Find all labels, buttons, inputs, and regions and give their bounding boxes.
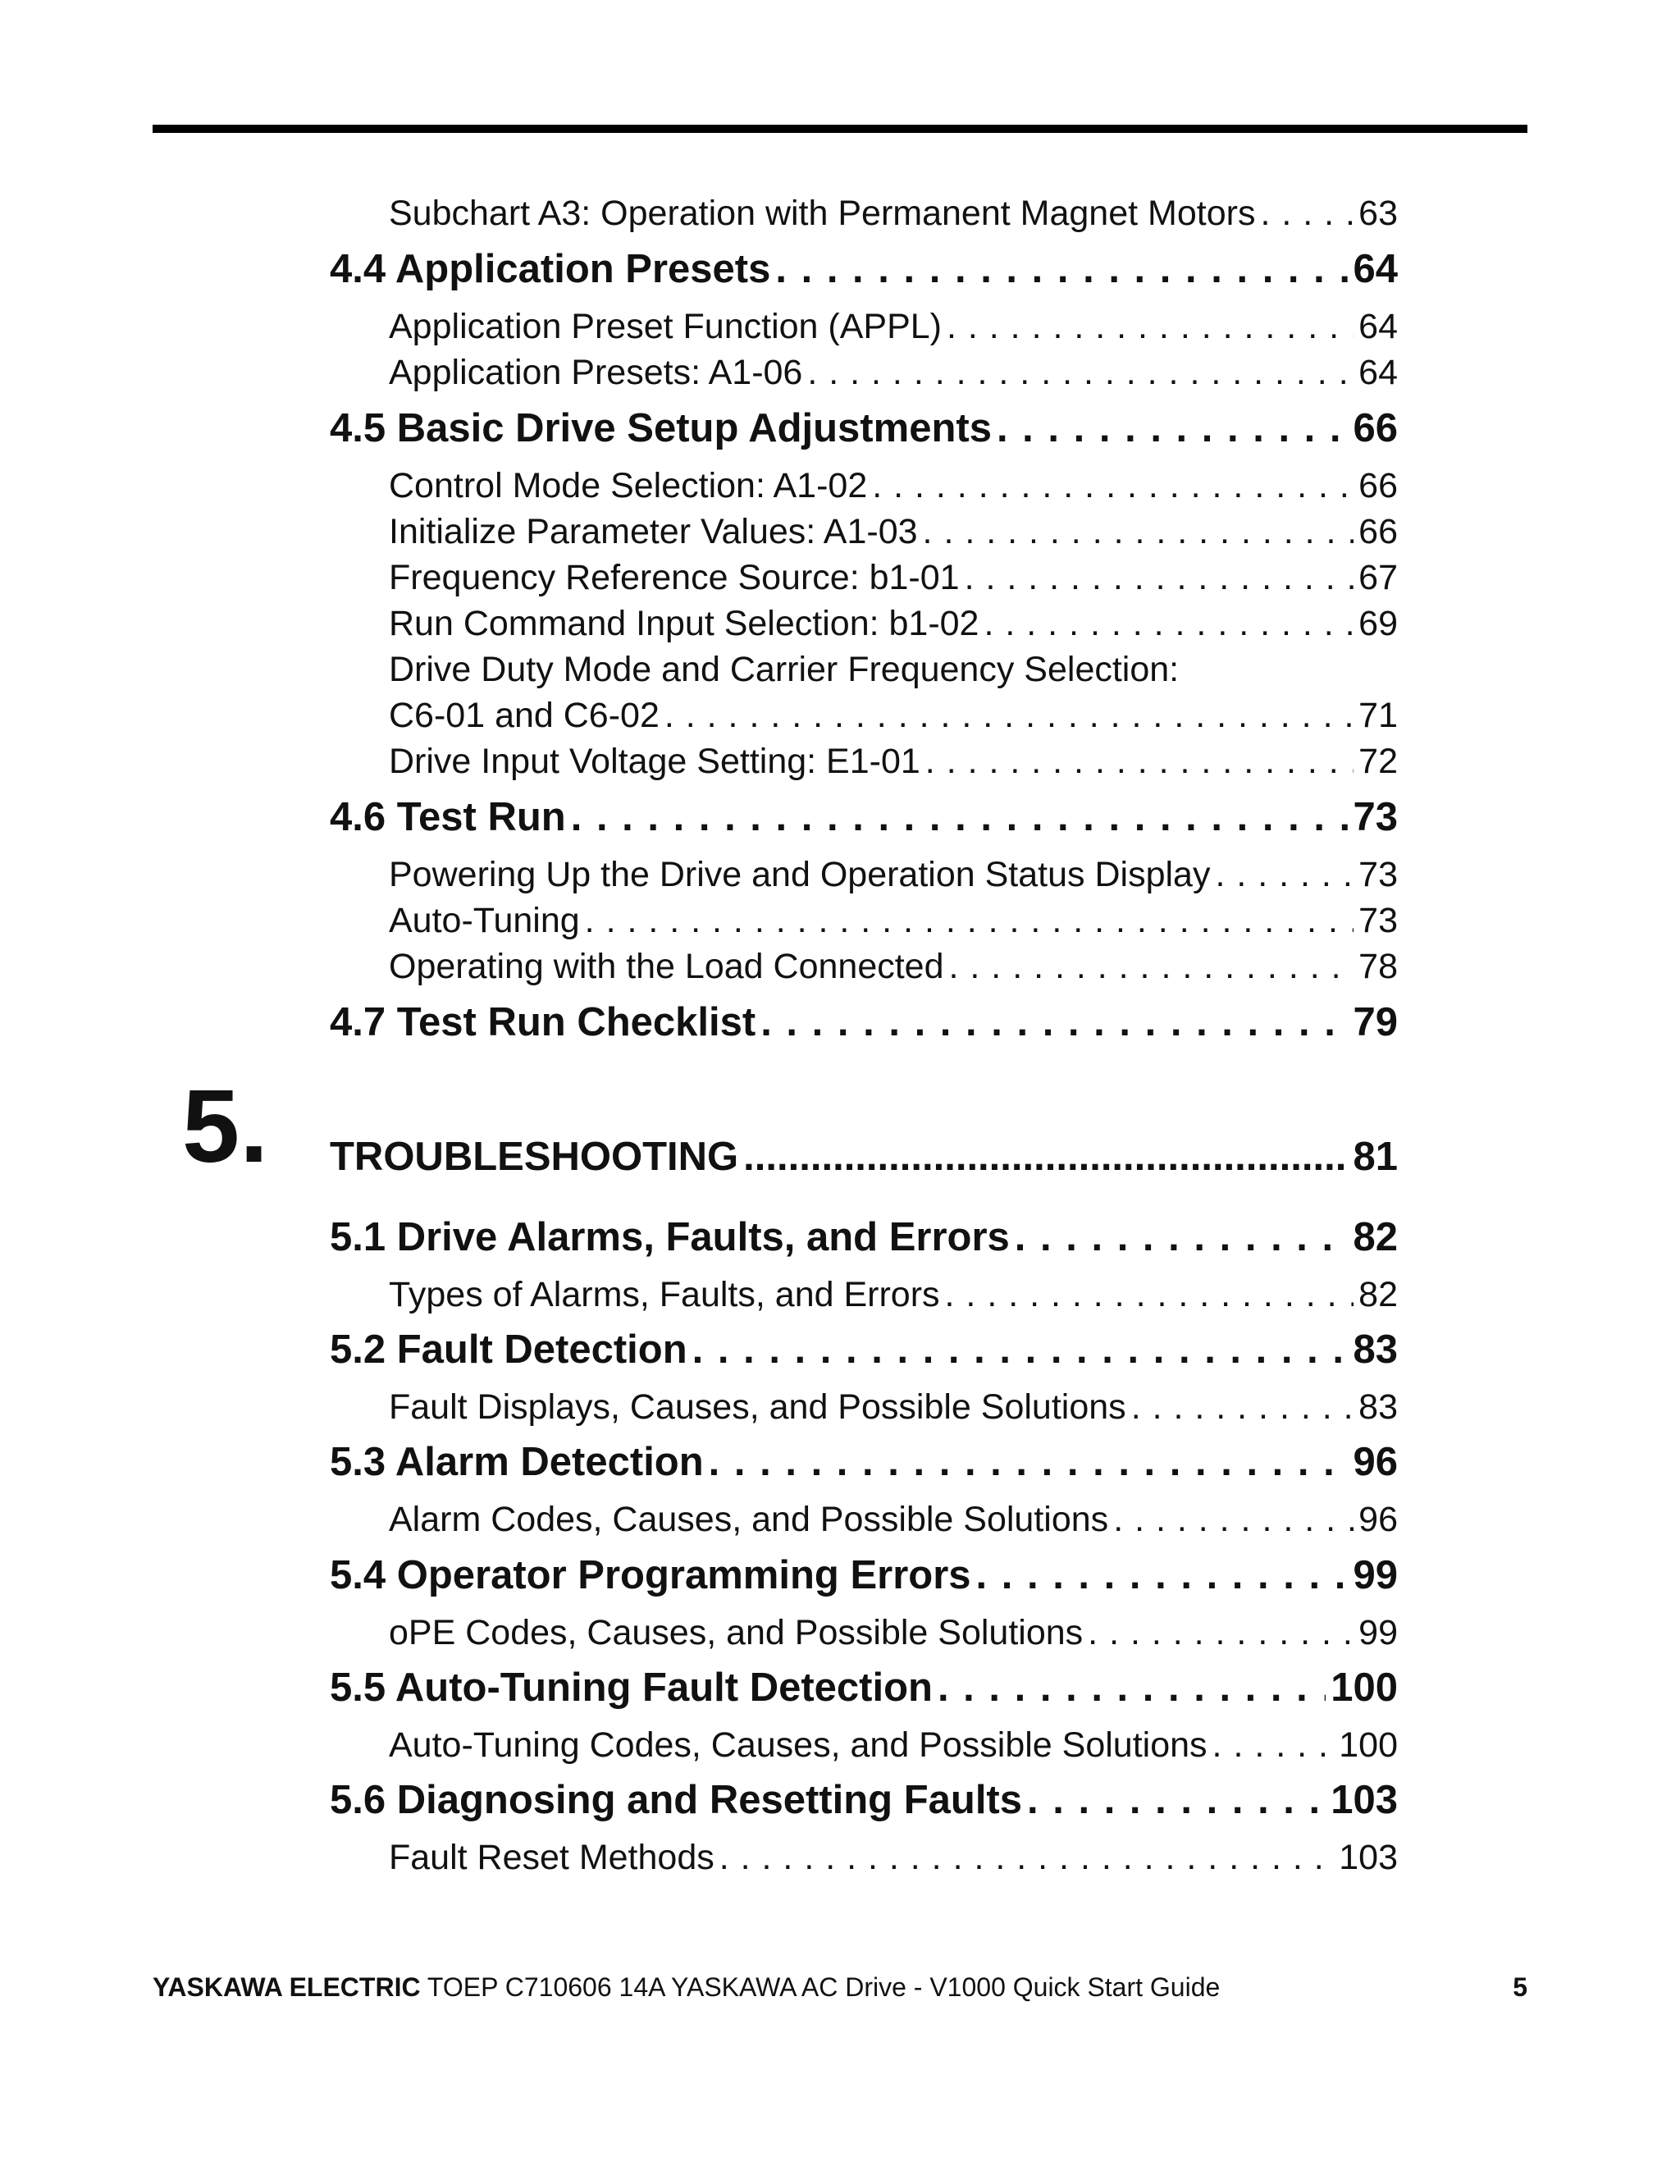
toc-entry-ope-codes[interactable] <box>389 1613 1398 1653</box>
dot-leader <box>775 246 1348 292</box>
toc-entry-title: Initialize Parameter Values: A1-03 <box>389 512 918 551</box>
toc-page-number: 66 <box>1353 406 1398 450</box>
toc-page-number: 96 <box>1358 1500 1398 1539</box>
page-footer <box>153 1972 1527 2003</box>
dot-leader <box>1131 1387 1354 1428</box>
dot-leader <box>925 742 1354 782</box>
toc-entry-run-command-input-selection[interactable] <box>389 604 1398 644</box>
toc-entry-title: Application Presets: A1-06 <box>389 353 803 392</box>
toc-section-title: 4.5 Basic Drive Setup Adjustments <box>330 406 992 450</box>
toc-chapter-troubleshooting[interactable] <box>330 1134 1398 1180</box>
dot-leader <box>1027 1777 1326 1823</box>
dot-leader <box>923 512 1354 552</box>
toc-entry-application-presets-a1-06[interactable] <box>389 353 1398 393</box>
dot-leader <box>719 1838 1335 1878</box>
toc-page-number: 103 <box>1331 1778 1398 1822</box>
toc-page-number: 67 <box>1358 558 1398 597</box>
toc-entry-title: Fault Reset Methods <box>389 1838 714 1877</box>
toc-page-number: 96 <box>1353 1440 1398 1484</box>
toc-entry-operating-with-load[interactable] <box>389 947 1398 987</box>
toc-chapter-title: TROUBLESHOOTING <box>330 1135 739 1179</box>
toc-section-title: 5.3 Alarm Detection <box>330 1440 704 1484</box>
dot-leader <box>760 999 1348 1045</box>
toc-page-number: 99 <box>1353 1553 1398 1597</box>
chapter-number: 5. <box>182 1068 269 1184</box>
toc-page-number: 69 <box>1358 604 1398 643</box>
toc-section-title: 4.6 Test Run <box>330 795 566 839</box>
toc-section-title: 5.5 Auto-Tuning Fault Detection <box>330 1665 933 1710</box>
dot-leader <box>1015 1214 1349 1260</box>
toc-page-number: 83 <box>1358 1387 1398 1427</box>
toc-section-5-6[interactable] <box>330 1777 1398 1823</box>
toc-section-5-5[interactable] <box>330 1665 1398 1711</box>
toc-section-title: 5.4 Operator Programming Errors <box>330 1553 971 1597</box>
toc-entry-title: C6-01 and C6-02 <box>389 696 660 735</box>
toc-page-number: 81 <box>1353 1135 1398 1179</box>
toc-page-number: 66 <box>1358 466 1398 505</box>
dot-leader <box>947 307 1354 347</box>
toc-section-title: 5.6 Diagnosing and Resetting Faults <box>330 1778 1023 1822</box>
toc-page-number: 99 <box>1358 1613 1398 1652</box>
dot-leader <box>692 1327 1349 1373</box>
toc-entry-initialize-parameter-values[interactable] <box>389 512 1398 552</box>
dot-leader <box>1215 855 1354 895</box>
dot-leader <box>997 405 1349 451</box>
toc-section-5-3[interactable] <box>330 1439 1398 1485</box>
dot-leader <box>1088 1613 1354 1653</box>
toc-entry-powering-up-the-drive[interactable] <box>389 855 1398 895</box>
toc-entry-title: Alarm Codes, Causes, and Possible Solutions <box>389 1500 1109 1539</box>
toc-section-5-1[interactable] <box>330 1214 1398 1260</box>
footer-page-number: 5 <box>1513 1972 1527 2002</box>
toc-entry-drive-duty-mode-line1[interactable]: Drive Duty Mode and Carrier Frequency Selection: <box>389 650 1180 689</box>
toc-entry-title: Subchart A3: Operation with Permanent Magnet Motors <box>389 194 1256 233</box>
toc-entry-subchart-a3[interactable] <box>389 194 1398 234</box>
toc-entry-title: Auto-Tuning Codes, Causes, and Possible Solutions <box>389 1725 1208 1765</box>
toc-entry-application-preset-function[interactable] <box>389 307 1398 347</box>
dot-leader <box>984 604 1354 644</box>
toc-page-number: 78 <box>1358 947 1398 986</box>
dot-leader <box>807 353 1354 393</box>
dot-leader <box>585 901 1354 941</box>
toc-page-number: 64 <box>1358 307 1398 346</box>
toc-entry-control-mode-selection[interactable] <box>389 466 1398 506</box>
toc-page-number: 103 <box>1339 1838 1398 1877</box>
toc-section-4-7[interactable] <box>330 999 1398 1045</box>
toc-section-title: 4.7 Test Run Checklist <box>330 1000 756 1044</box>
toc-page-number: 63 <box>1358 194 1398 233</box>
toc-page-number: 100 <box>1331 1665 1398 1710</box>
toc-entry-title: Types of Alarms, Faults, and Errors <box>389 1275 940 1314</box>
dot-leader <box>1260 194 1354 234</box>
dot-leader <box>945 1275 1354 1315</box>
toc-page-number: 66 <box>1358 512 1398 551</box>
footer-doc-title: TOEP C710606 14A YASKAWA AC Drive - V1000 Quick Start Guide <box>427 1972 1221 2002</box>
toc-section-title: 4.4 Application Presets <box>330 247 771 291</box>
toc-entry-fault-displays[interactable] <box>389 1387 1398 1428</box>
dot-leader <box>1113 1500 1354 1540</box>
toc-page-number: 73 <box>1358 901 1398 940</box>
toc-entry-title: Frequency Reference Source: b1-01 <box>389 558 960 597</box>
toc-entry-title: Auto-Tuning <box>389 901 580 940</box>
toc-entry-title: Drive Input Voltage Setting: E1-01 <box>389 742 920 781</box>
footer-doc-info <box>153 1972 1220 2003</box>
toc-section-title: 5.2 Fault Detection <box>330 1327 687 1372</box>
footer-company: YASKAWA ELECTRIC <box>153 1972 421 2002</box>
toc-entry-title: oPE Codes, Causes, and Possible Solutions <box>389 1613 1084 1652</box>
dot-leader <box>743 1134 1348 1180</box>
toc-section-5-4[interactable] <box>330 1552 1398 1598</box>
toc-page-number: 83 <box>1353 1327 1398 1372</box>
toc-section-title: 5.1 Drive Alarms, Faults, and Errors <box>330 1215 1010 1259</box>
toc-entry-auto-tuning-codes[interactable] <box>389 1725 1398 1766</box>
dot-leader <box>1212 1725 1335 1766</box>
toc-page-number: 64 <box>1358 353 1398 392</box>
dot-leader <box>664 696 1354 736</box>
toc-entry-title: Fault Displays, Causes, and Possible Solutions <box>389 1387 1126 1427</box>
toc-page-number: 73 <box>1353 795 1398 839</box>
toc-section-4-6[interactable] <box>330 794 1398 840</box>
dot-leader <box>965 558 1354 598</box>
toc-entry-title: Powering Up the Drive and Operation Status Display <box>389 855 1211 894</box>
toc-entry-types-of-alarms[interactable] <box>389 1275 1398 1315</box>
toc-entry-title: Control Mode Selection: A1-02 <box>389 466 868 505</box>
dot-leader <box>571 794 1349 840</box>
toc-page-number: 73 <box>1358 855 1398 894</box>
dot-leader <box>872 466 1354 506</box>
dot-leader <box>976 1552 1349 1598</box>
dot-leader <box>709 1439 1349 1485</box>
toc-entry-c6-01-and-c6-02[interactable] <box>389 696 1398 736</box>
toc-entry-title: Application Preset Function (APPL) <box>389 307 942 346</box>
toc-section-5-2[interactable] <box>330 1327 1398 1373</box>
dot-leader <box>938 1665 1326 1711</box>
toc-entry-alarm-codes[interactable] <box>389 1500 1398 1540</box>
toc-section-4-4[interactable] <box>330 246 1398 292</box>
toc-page-number: 79 <box>1353 1000 1398 1044</box>
toc-page-number: 64 <box>1353 247 1398 291</box>
toc-page-number: 71 <box>1358 696 1398 735</box>
toc-page-number: 82 <box>1358 1275 1398 1314</box>
toc-section-4-5[interactable] <box>330 405 1398 451</box>
toc-page-number: 72 <box>1358 742 1398 781</box>
toc-entry-title: Run Command Input Selection: b1-02 <box>389 604 979 643</box>
toc-page-number: 82 <box>1353 1215 1398 1259</box>
toc-entry-frequency-reference-source[interactable] <box>389 558 1398 598</box>
toc-entry-title: Operating with the Load Connected <box>389 947 944 986</box>
dot-leader <box>949 947 1354 987</box>
toc-entry-auto-tuning[interactable] <box>389 901 1398 941</box>
toc-entry-drive-input-voltage-setting[interactable] <box>389 742 1398 782</box>
toc-page-number: 100 <box>1339 1725 1398 1765</box>
toc-entry-fault-reset-methods[interactable] <box>389 1838 1398 1878</box>
